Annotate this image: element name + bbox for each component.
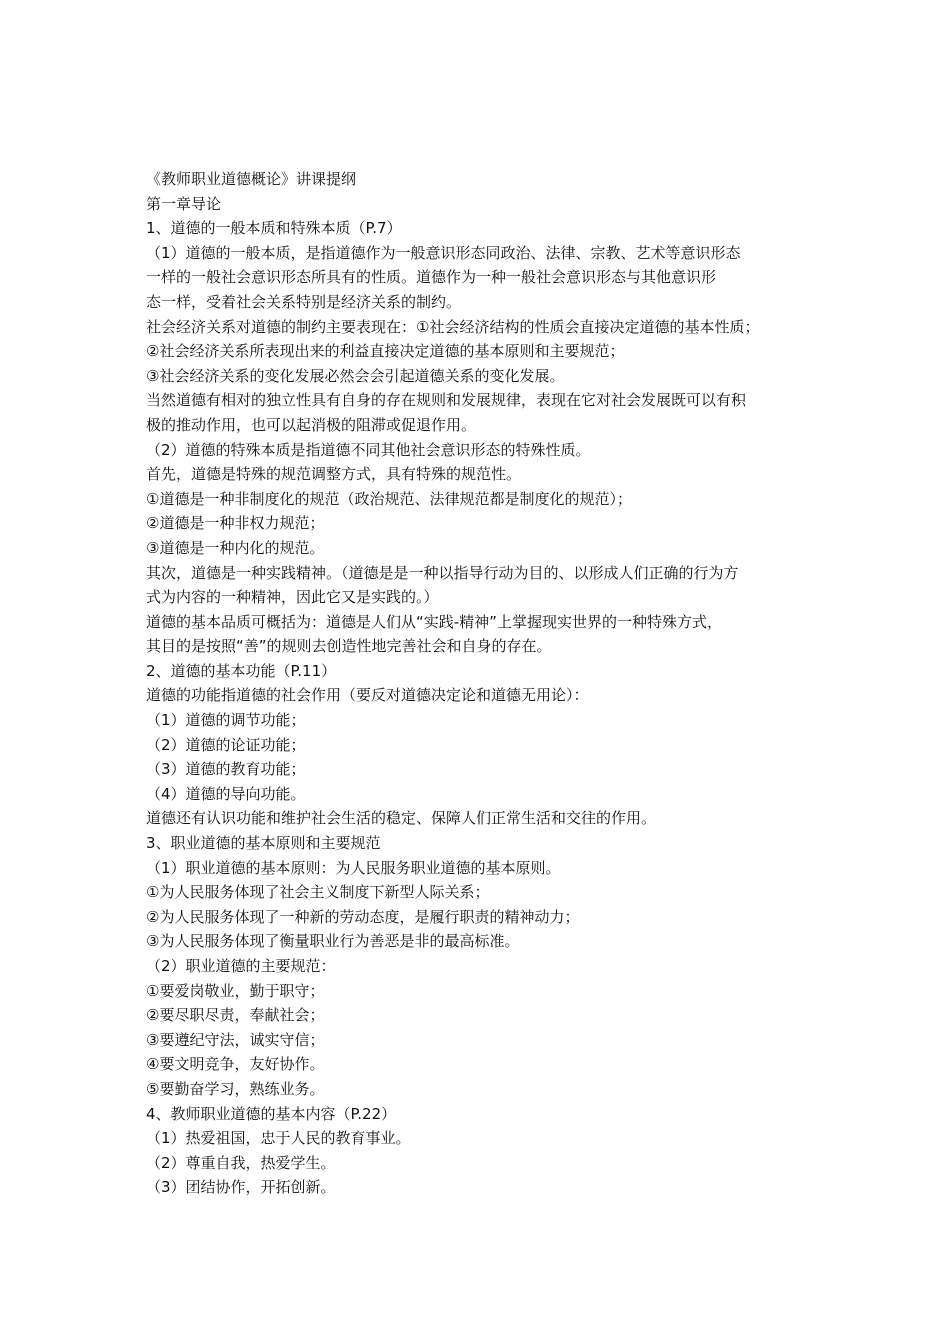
text-line: （3）团结协作，开拓创新。 xyxy=(146,1178,336,1197)
text-line: 道德的功能指道德的社会作用（要反对道德决定论和道德无用论）： xyxy=(146,686,589,705)
text-line: （3）道德的教育功能； xyxy=(146,760,306,779)
text-line: 3、职业道德的基本原则和主要规范 xyxy=(146,834,381,853)
text-line: ①要爱岗敬业，勤于职守； xyxy=(146,981,325,1000)
text-line: 其目的是按照“善”的规则去创造性地完善社会和自身的存在。 xyxy=(146,637,552,656)
text-line: 当然道德有相对的独立性具有自身的存在规则和发展规律，表现在它对社会发展既可以有积 xyxy=(146,391,747,410)
document-page xyxy=(146,167,816,1200)
text-line: ③为人民服务体现了衡量职业行为善恶是非的最高标准。 xyxy=(146,932,520,951)
text-line: ②要尽职尽责，奉献社会； xyxy=(146,1006,325,1025)
text-line: （2）道德的特殊本质是指道德不同其他社会意识形态的特殊性质。 xyxy=(146,440,591,459)
text-line: ⑤要勤奋学习，熟练业务。 xyxy=(146,1079,325,1098)
document-title: 《教师职业道德概论》讲课提纲 xyxy=(146,170,357,188)
text-line: 道德还有认识功能和维护社会生活的稳定、保障人们正常生活和交往的作用。 xyxy=(146,809,657,828)
text-line: （1）职业道德的基本原则：为人民服务职业道德的基本原则。 xyxy=(146,858,561,877)
text-line: 首先，道德是特殊的规范调整方式，具有特殊的规范性。 xyxy=(146,465,522,484)
text-line: 式为内容的一种精神，因此它又是实践的。） xyxy=(146,588,439,607)
text-line: ②道德是一种非权力规范； xyxy=(146,514,325,533)
text-line: ②社会经济关系所表现出来的利益直接决定道德的基本原则和主要规范； xyxy=(146,342,625,361)
text-line: ③社会经济关系的变化发展必然会会引起道德关系的变化发展。 xyxy=(146,366,565,385)
text-line: （1）道德的一般本质，是指道德作为一般意识形态同政治、法律、宗教、艺术等意识形态 xyxy=(146,243,741,262)
text-line: 道德的基本品质可概括为：道德是人们从“实践-精神”上掌握现实世界的一种特殊方式， xyxy=(146,612,722,631)
text-line: 态一样，受着社会关系特别是经济关系的制约。 xyxy=(146,292,462,311)
text-line: ③道德是一种内化的规范。 xyxy=(146,538,325,557)
text-line: 社会经济关系对道德的制约主要表现在：①社会经济结构的性质会直接决定道德的基本性质； xyxy=(146,317,760,336)
text-line: 一样的一般社会意识形态所具有的性质。道德作为一种一般社会意识形态与其他意识形 xyxy=(146,268,717,287)
text-line: 极的推动作用，也可以起消极的阻滞或促退作用。 xyxy=(146,415,477,434)
text-line: ③要遵纪守法，诚实守信； xyxy=(146,1030,325,1049)
text-line: 其次，道德是一种实践精神。（道德是是一种以指导行动为目的、以形成人们正确的行为方 xyxy=(146,563,739,582)
text-line: 第一章导论 xyxy=(146,194,222,213)
text-line: （4）道德的导向功能。 xyxy=(146,784,306,803)
text-line: 1、道德的一般本质和特殊本质（P.7） xyxy=(146,219,402,238)
text-line: ④要文明竞争，友好协作。 xyxy=(146,1055,325,1074)
text-line: （2）职业道德的主要规范： xyxy=(146,957,336,975)
text-line: ①为人民服务体现了社会主义制度下新型人际关系； xyxy=(146,883,490,902)
text-line: 4、教师职业道德的基本内容（P.22） xyxy=(146,1104,397,1123)
text-line: （1）热爱祖国，忠于人民的教育事业。 xyxy=(146,1129,411,1148)
text-line: （2）道德的论证功能； xyxy=(146,735,306,754)
text-line: ①道德是一种非制度化的规范（政治规范、法律规范都是制度化的规范）； xyxy=(146,489,632,508)
text-line: ②为人民服务体现了一种新的劳动态度，是履行职责的精神动力； xyxy=(146,907,580,926)
text-line: （1）道德的调节功能； xyxy=(146,711,306,730)
text-line: 2、道德的基本功能（P.11） xyxy=(146,661,337,680)
text-line: （2）尊重自我，热爱学生。 xyxy=(146,1153,336,1172)
